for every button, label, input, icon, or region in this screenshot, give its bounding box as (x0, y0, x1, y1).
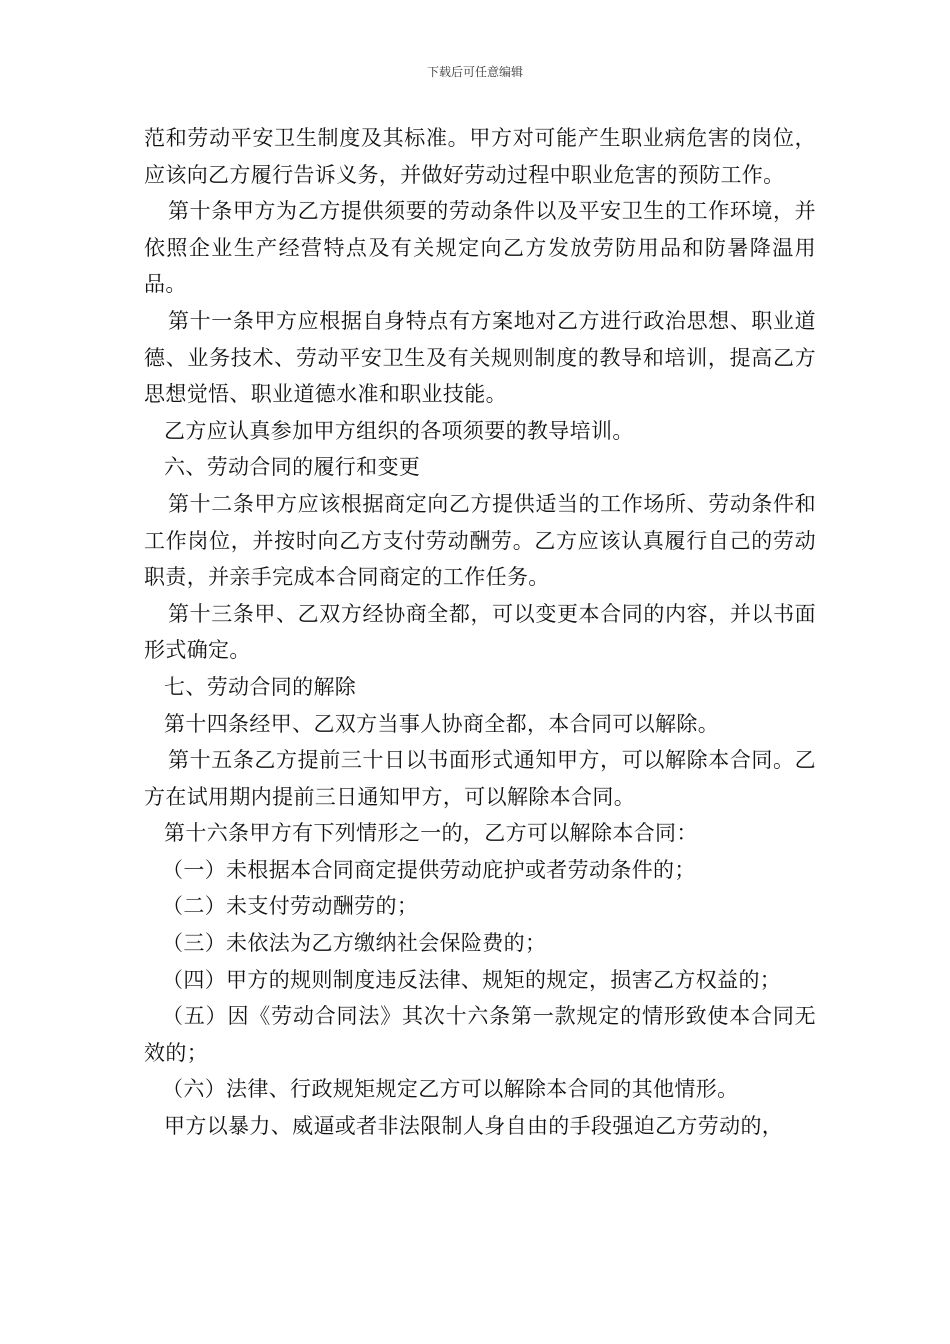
page-header: 下载后可任意编辑 (426, 65, 523, 79)
paragraph: 第十四条经甲、乙双方当事人协商全都，本合同可以解除。 (164, 711, 720, 736)
list-item: （一）未根据本合同商定提供劳动庇护或者劳动条件的； (162, 857, 696, 882)
section-heading: 六、劳动合同的履行和变更 (164, 455, 421, 480)
paragraph: 第十二条甲方应该根据商定向乙方提供适当的工作场所、劳动条件和工作岗位，并按时向乙方支付劳动酬劳。乙方应该认真履行自己的劳动职责，并亲手完成本合同商定的工作任务。 (144, 491, 816, 590)
paragraph: 乙方应认真参加甲方组织的各项须要的教导培训。 (164, 418, 634, 443)
document-body (144, 120, 816, 1145)
paragraph: 第十六条甲方有下列情形之一的，乙方可以解除本合同： (164, 821, 698, 846)
paragraph: 第十五条乙方提前三十日以书面形式通知甲方，可以解除本合同。乙方在试用期内提前三日通知甲方，可以解除本合同。 (144, 748, 816, 809)
list-item: （三）未依法为乙方缴纳社会保险费的； (162, 931, 547, 956)
section-heading: 七、劳动合同的解除 (164, 674, 357, 699)
list-item: （四）甲方的规则制度违反法律、规矩的规定，损害乙方权益的； (162, 967, 782, 992)
list-item: （五）因《劳动合同法》其次十六条第一款规定的情形致使本合同无效的； (144, 1004, 816, 1065)
paragraph: 第十一条甲方应根据自身特点有方案地对乙方进行政治思想、职业道德、业务技术、劳动平安卫生及有关规则制度的教导和培训，提高乙方思想觉悟、职业道德水准和职业技能。 (144, 308, 816, 407)
paragraph: 甲方以暴力、威逼或者非法限制人身自由的手段强迫乙方劳动的， (164, 1114, 784, 1139)
paragraph: 范和劳动平安卫生制度及其标准。甲方对可能产生职业病危害的岗位，应该向乙方履行告诉义务，并做好劳动过程中职业危害的预防工作。 (144, 126, 816, 187)
paragraph: 第十三条甲、乙双方经协商全都，可以变更本合同的内容，并以书面形式确定。 (144, 601, 816, 663)
list-item: （六）法律、行政规矩规定乙方可以解除本合同的其他情形。 (162, 1077, 739, 1102)
list-item: （二）未支付劳动酬劳的； (162, 894, 419, 919)
paragraph: 第十条甲方为乙方提供须要的劳动条件以及平安卫生的工作环境，并依照企业生产经营特点及有关规定向乙方发放劳防用品和防暑降温用品。 (144, 199, 816, 297)
